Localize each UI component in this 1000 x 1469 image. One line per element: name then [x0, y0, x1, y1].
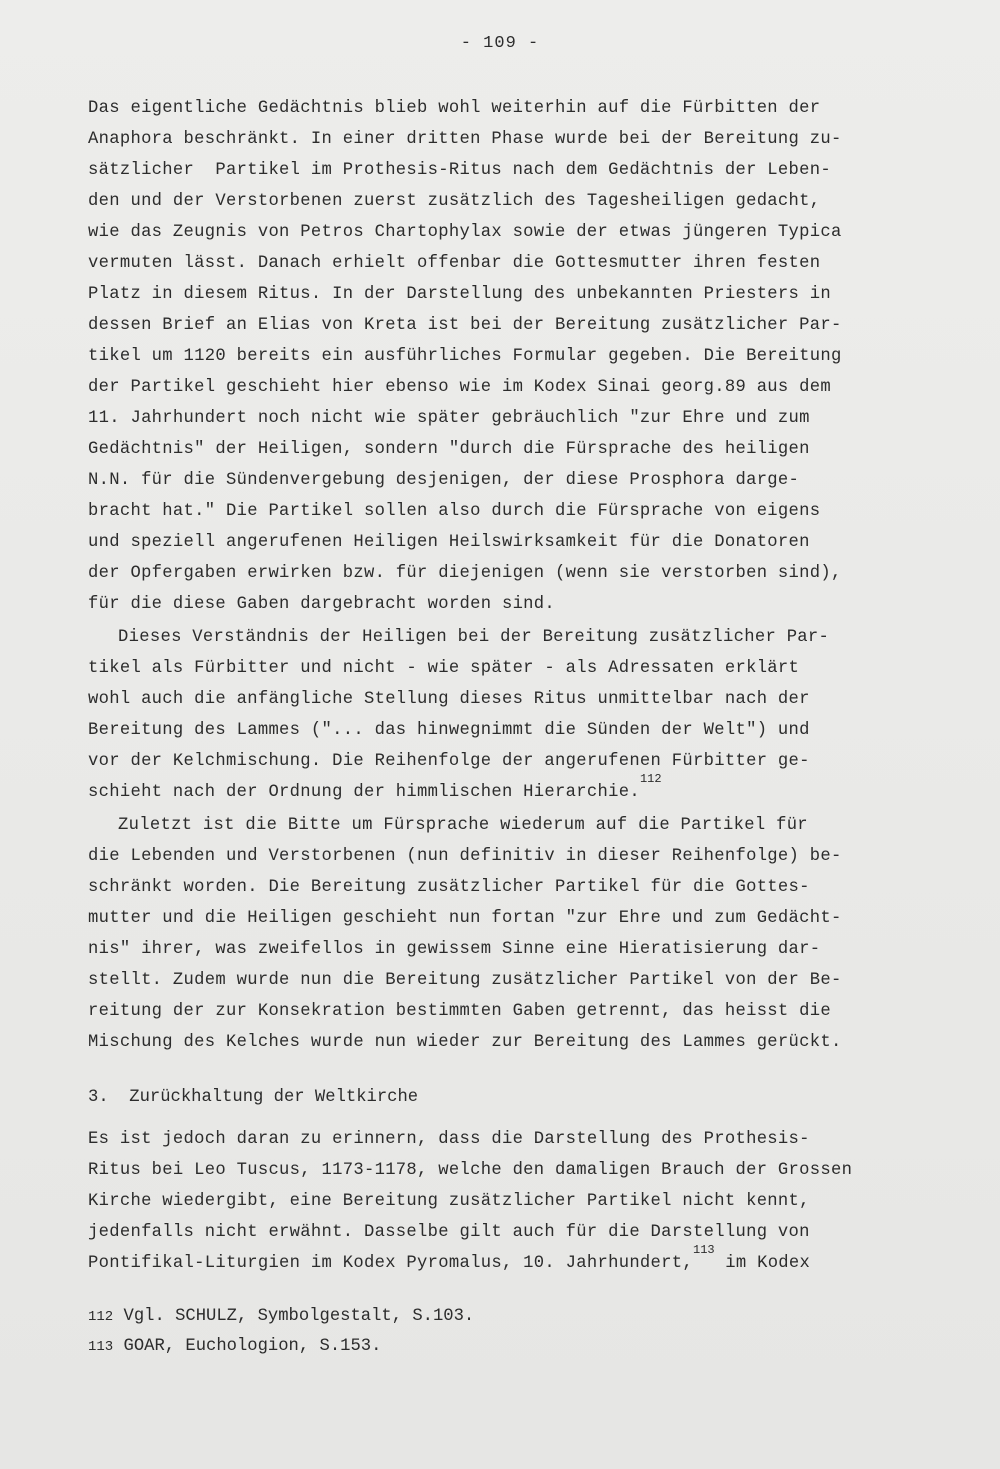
footnote	[88, 1332, 918, 1362]
text-line: Mischung des Kelches wurde nun wieder zur Bereitung des Lammes gerückt.	[88, 1033, 842, 1052]
text-line-with-footnote	[88, 772, 918, 808]
text-line: mutter und die Heiligen geschieht nun fortan "zur Ehre und zum Gedächt-	[88, 909, 842, 928]
text-line: Gedächtnis" der Heiligen, sondern "durch die Fürsprache des heiligen	[88, 440, 810, 459]
text-line: dessen Brief an Elias von Kreta ist bei der Bereitung zusätzlicher Par-	[88, 316, 842, 335]
text-line: schränkt worden. Die Bereitung zusätzlicher Partikel für die Gottes-	[88, 878, 810, 897]
page-number: - 109 -	[460, 34, 540, 53]
footnote-text: Vgl. SCHULZ, Symbolgestalt, S.103.	[113, 1307, 475, 1326]
text-line: sätzlicher Partikel im Prothesis-Ritus nach dem Gedächtnis der Leben-	[88, 161, 831, 180]
paragraph-3	[88, 810, 918, 1058]
text-line: der Partikel geschieht hier ebenso wie im Kodex Sinai georg.89 aus dem	[88, 378, 831, 397]
paragraph-4	[88, 1124, 918, 1279]
section-number: 3.	[88, 1088, 109, 1107]
text-line: Zuletzt ist die Bitte um Fürsprache wiederum auf die Partikel für	[118, 816, 808, 835]
section-title: Zurückhaltung der Weltkirche	[129, 1088, 419, 1107]
text-line: Dieses Verständnis der Heiligen bei der Bereitung zusätzlicher Par-	[118, 628, 830, 647]
text-line-with-footnote	[88, 1243, 918, 1279]
text-line: für die diese Gaben dargebracht worden sind.	[88, 595, 556, 614]
text-line: tikel als Fürbitter und nicht - wie später - als Adressaten erklärt	[88, 659, 800, 678]
text-line: Anaphora beschränkt. In einer dritten Phase wurde bei der Bereitung zu-	[88, 130, 842, 149]
text-line: Bereitung des Lammes ("... das hinwegnimmt die Sünden der Welt") und	[88, 721, 810, 740]
text-line: bracht hat." Die Partikel sollen also durch die Fürsprache von eigens	[88, 502, 821, 521]
text-line: Das eigentliche Gedächtnis blieb wohl weiterhin auf die Fürbitten der	[88, 99, 821, 118]
text-line: tikel um 1120 bereits ein ausführliches Formular gegeben. Die Bereitung	[88, 347, 842, 366]
text-line: der Opfergaben erwirken bzw. für diejenigen (wenn sie verstorben sind),	[88, 564, 842, 583]
text-span: im Kodex	[714, 1254, 811, 1273]
section-heading	[88, 1082, 918, 1113]
footnote-reference: 112	[639, 772, 662, 786]
text-line: vor der Kelchmischung. Die Reihenfolge der angerufenen Fürbitter ge-	[88, 752, 810, 771]
text-line: wohl auch die anfängliche Stellung dieses Ritus unmittelbar nach der	[88, 690, 810, 709]
footnote-mark: 112	[88, 1309, 114, 1325]
text-line: nis" ihrer, was zweifellos in gewissem Sinne eine Hieratisierung dar-	[88, 940, 821, 959]
footnote	[88, 1302, 918, 1332]
text-line: die Lebenden und Verstorbenen (nun definitiv in dieser Reihenfolge) be-	[88, 847, 842, 866]
text-line: 11. Jahrhundert noch nicht wie später gebräuchlich "zur Ehre und zum	[88, 409, 810, 428]
text-line: Es ist jedoch daran zu erinnern, dass die Darstellung des Prothesis-	[88, 1130, 810, 1149]
footnote-mark: 113	[88, 1339, 114, 1355]
text-span: Pontifikal-Liturgien im Kodex Pyromalus, 10. Jahrhundert,	[88, 1254, 694, 1273]
footnote-text: GOAR, Euchologion, S.153.	[113, 1337, 382, 1356]
text-line: wie das Zeugnis von Petros Chartophylax sowie der etwas jüngeren Typica	[88, 223, 842, 242]
text-line: Platz in diesem Ritus. In der Darstellung des unbekannten Priesters in	[88, 285, 831, 304]
text-line: und speziell angerufenen Heiligen Heilswirksamkeit für die Donatoren	[88, 533, 810, 552]
text-line: Kirche wiedergibt, eine Bereitung zusätzlicher Partikel nicht kennt,	[88, 1192, 810, 1211]
text-line: Ritus bei Leo Tuscus, 1173-1178, welche den damaligen Brauch der Grossen	[88, 1161, 853, 1180]
paragraph-1	[88, 93, 918, 620]
text-line: vermuten lässt. Danach erhielt offenbar die Gottesmutter ihren festen	[88, 254, 821, 273]
footnote-reference: 113	[693, 1243, 715, 1257]
text-line: reitung der zur Konsekration bestimmten Gaben getrennt, das heisst die	[88, 1002, 831, 1021]
text-line: N.N. für die Sündenvergebung desjenigen, der diese Prosphora darge-	[88, 471, 800, 490]
text-line: jedenfalls nicht erwähnt. Dasselbe gilt auch für die Darstellung von	[88, 1223, 810, 1242]
text-line: den und der Verstorbenen zuerst zusätzlich des Tagesheiligen gedacht,	[88, 192, 821, 211]
paragraph-2	[88, 622, 918, 808]
text-span: schieht nach der Ordnung der himmlischen Hierarchie.	[88, 783, 640, 802]
text-line: stellt. Zudem wurde nun die Bereitung zusätzlicher Partikel von der Be-	[88, 971, 842, 990]
footnotes	[88, 1302, 918, 1362]
